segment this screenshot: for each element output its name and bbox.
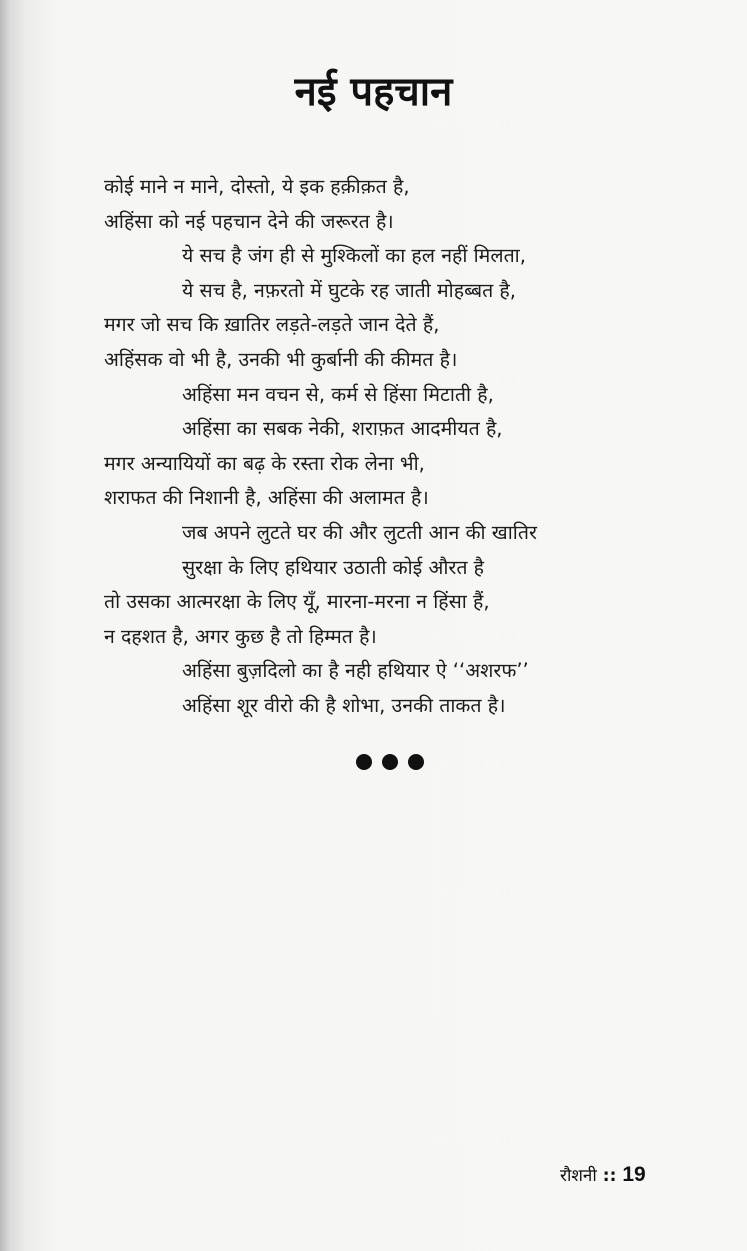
ornament-dot-icon — [408, 754, 424, 770]
poem-line: ये सच है जंग ही से मुश्किलों का हल नहीं मिलता, — [182, 244, 526, 268]
poem-line: कोई माने न माने, दोस्तो, ये इक हक़ीक़त है, — [104, 175, 410, 198]
poem-title: नई पहचान — [294, 69, 453, 115]
ornament-dot-icon — [356, 754, 372, 770]
end-ornament — [356, 754, 424, 770]
page-footer — [560, 1160, 700, 1191]
footer-separator: :: — [602, 1166, 617, 1186]
poem-line: अहिंसा का सबक नेकी, शराफ़त आदमीयत है, — [182, 417, 503, 441]
poem-line: जब अपने लुटते घर की और लुटती आन की खातिर — [182, 520, 537, 544]
poem-line: मगर अन्यायियों का बढ़ के रस्ता रोक लेना भी, — [104, 451, 425, 475]
poem-line: ये सच है, नफ़रतो में घुटके रह जाती मोहब्बत है, — [182, 278, 516, 302]
poem-line: मगर जो सच कि ख़ातिर लड़ते-लड़ते जान देते हैं, — [104, 313, 440, 337]
poem-line: अहिंसा बुज़दिलो का है नही हथियार ऐ ‘‘अशरफ’’ — [182, 659, 529, 683]
poem-line: अहिंसा को नई पहचान देने की जरूरत है। — [104, 209, 394, 233]
poem-line: तो उसका आत्मरक्षा के लिए यूँ, मारना-मरना न हिंसा हैं, — [104, 590, 490, 614]
poem-body — [104, 170, 704, 724]
ornament-dot-icon — [382, 754, 398, 770]
book-title: रौशनी — [560, 1166, 597, 1186]
poem-line: न दहशत है, अगर कुछ है तो हिम्मत है। — [104, 624, 377, 648]
poem-line: अहिंसक वो भी है, उनकी भी कुर्बानी की कीमत है। — [104, 347, 458, 371]
poem-line: सुरक्षा के लिए हथियार उठाती कोई औरत है — [182, 555, 485, 579]
poem-line: शराफत की निशानी है, अहिंसा की अलामत है। — [104, 486, 429, 510]
page-number: 19 — [622, 1163, 646, 1186]
poem-line: अहिंसा शूर वीरो की है शोभा, उनकी ताकत है। — [182, 693, 506, 717]
poem-line: अहिंसा मन वचन से, कर्म से हिंसा मिटाती है, — [182, 382, 494, 406]
